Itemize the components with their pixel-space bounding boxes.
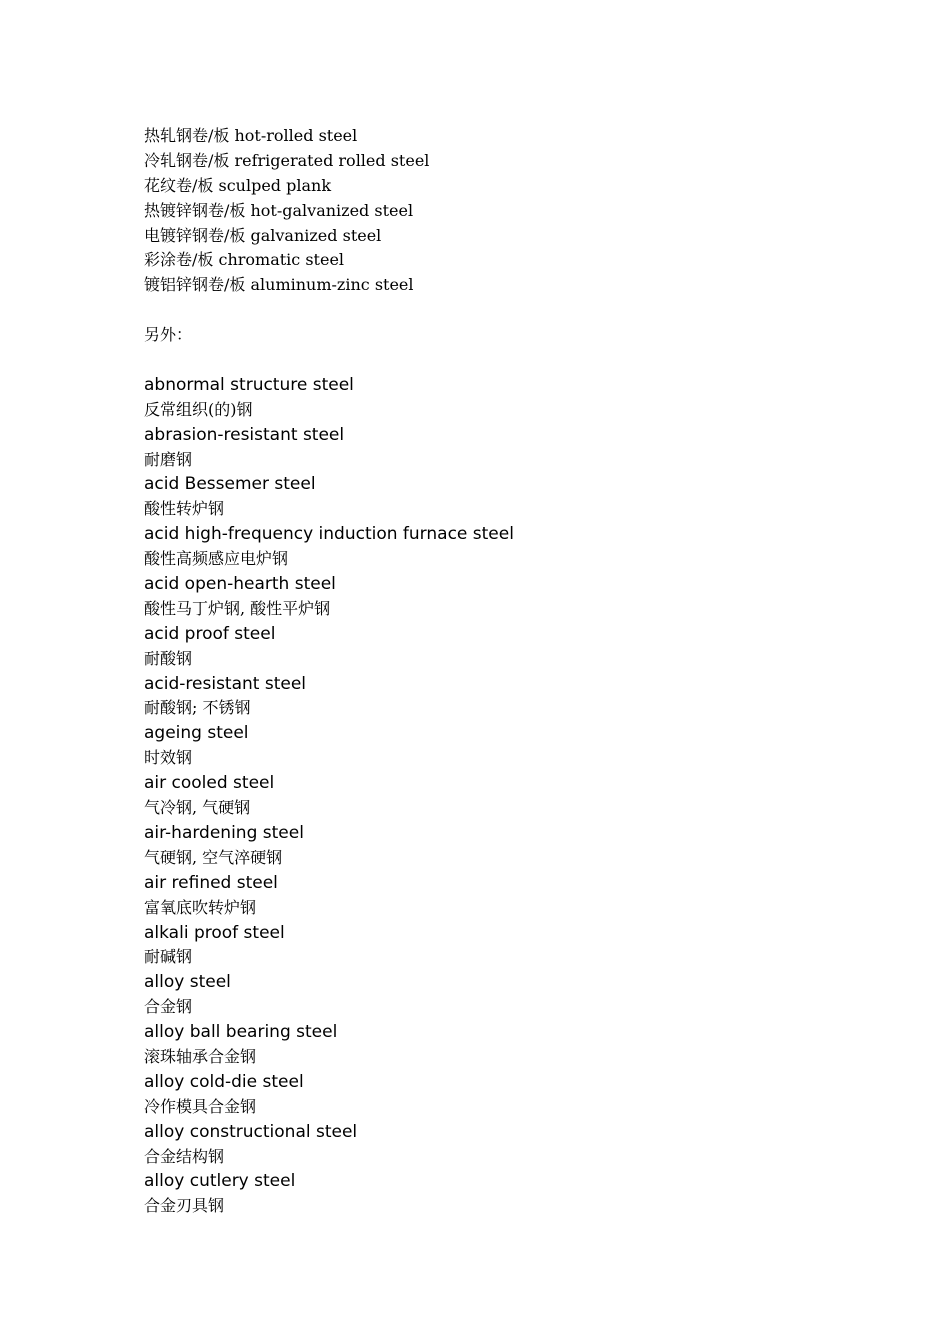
- glossary-term-en: acid open-hearth steel: [144, 574, 336, 595]
- glossary-term-zh: 耐酸钢; 不锈钢: [144, 698, 251, 718]
- product-line: 冷轧钢卷/板 refrigerated rolled steel: [144, 150, 430, 170]
- glossary-term-en: abrasion-resistant steel: [144, 424, 345, 445]
- glossary-term-en: alloy ball bearing steel: [144, 1022, 338, 1043]
- product-line: 电镀锌钢卷/板 galvanized steel: [144, 225, 382, 245]
- glossary-term-en: alloy steel: [144, 972, 231, 993]
- glossary-list: [144, 373, 904, 1219]
- glossary-term-zh: 滚珠轴承合金钢: [144, 1046, 257, 1066]
- spacer: [144, 298, 904, 323]
- glossary-term-zh: 耐磨钢: [144, 449, 193, 469]
- glossary-term-en: air refined steel: [144, 872, 278, 893]
- glossary-term-en: ageing steel: [144, 723, 249, 744]
- glossary-term-zh: 耐碱钢: [144, 947, 193, 967]
- product-line: 热轧钢卷/板 hot-rolled steel: [144, 126, 358, 145]
- glossary-term-en: acid high-frequency induction furnace steel: [144, 524, 514, 545]
- additional-heading: 另外：: [144, 325, 193, 345]
- glossary-term-zh: 酸性马丁炉钢, 酸性平炉钢: [144, 598, 331, 618]
- glossary-term-zh: 气冷钢, 气硬钢: [144, 798, 251, 818]
- document-page: [144, 124, 904, 1219]
- glossary-term-en: acid proof steel: [144, 623, 276, 644]
- glossary-term-en: alkali proof steel: [144, 922, 285, 943]
- spacer: [144, 348, 904, 373]
- glossary-term-en: abnormal structure steel: [144, 374, 354, 395]
- glossary-term-en: air-hardening steel: [144, 822, 304, 843]
- glossary-term-zh: 时效钢: [144, 748, 193, 768]
- glossary-term-en: alloy cold-die steel: [144, 1071, 304, 1092]
- product-line: 花纹卷/板 sculped plank: [144, 175, 332, 195]
- glossary-term-zh: 酸性转炉钢: [144, 499, 225, 519]
- glossary-term-zh: 富氧底吹转炉钢: [144, 897, 257, 917]
- glossary-term-en: acid-resistant steel: [144, 673, 307, 694]
- glossary-term-zh: 气硬钢, 空气淬硬钢: [144, 847, 283, 867]
- glossary-term-zh: 耐酸钢: [144, 648, 193, 668]
- glossary-term-zh: 合金刃具钢: [144, 1196, 225, 1216]
- product-list: [144, 124, 904, 298]
- glossary-term-en: alloy cutlery steel: [144, 1171, 296, 1192]
- glossary-term-zh: 冷作模具合金钢: [144, 1096, 257, 1116]
- glossary-term-zh: 酸性高频感应电炉钢: [144, 549, 289, 569]
- glossary-term-zh: 合金钢: [144, 997, 193, 1017]
- product-line: 彩涂卷/板 chromatic steel: [144, 250, 345, 270]
- glossary-term-en: acid Bessemer steel: [144, 474, 316, 495]
- glossary-term-zh: 反常组织(的)钢: [144, 399, 253, 419]
- glossary-term-zh: 合金结构钢: [144, 1146, 225, 1166]
- product-line: 镀铝锌钢卷/板 aluminum-zinc steel: [144, 275, 414, 295]
- glossary-term-en: air cooled steel: [144, 773, 275, 794]
- glossary-term-en: alloy constructional steel: [144, 1121, 358, 1142]
- product-line: 热镀锌钢卷/板 hot-galvanized steel: [144, 200, 414, 220]
